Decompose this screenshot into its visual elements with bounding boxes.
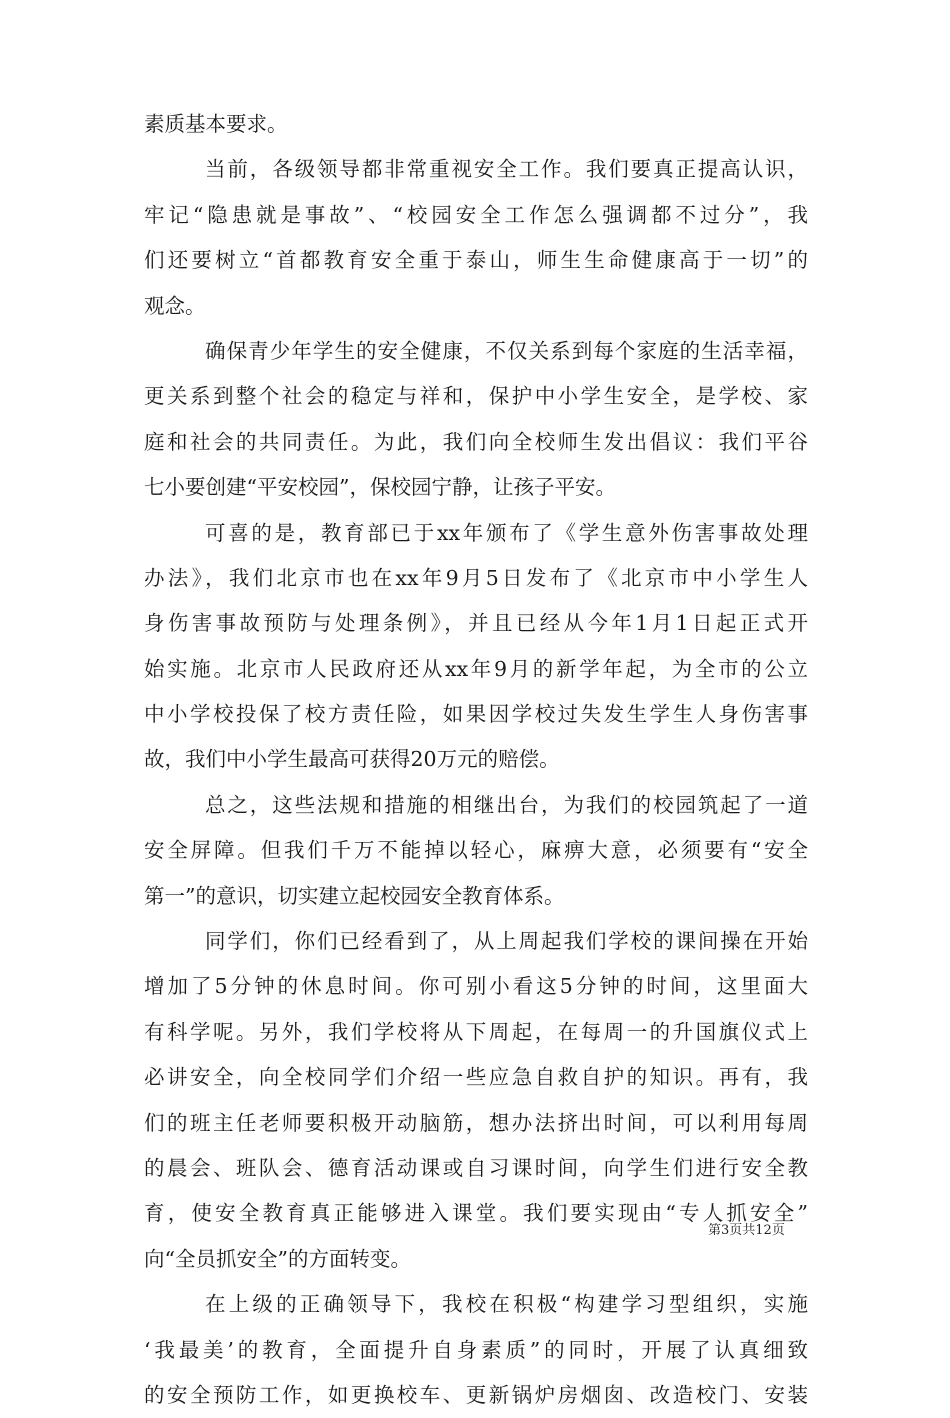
paragraph-line: 必讲安全，向全校同学们介绍一些应急自救自护的知识。再有，我	[144, 1065, 808, 1090]
paragraph-line: 素质基本要求。	[144, 112, 288, 136]
paragraph-line: 的安全预防工作，如更换校车、更新锅炉房烟囱、改造校门、安装	[144, 1382, 808, 1407]
paragraph-line: 办法》，我们北京市也在xx年9月5日发布了《北京市中小学生人	[144, 565, 808, 590]
paragraph-line: 更关系到整个社会的稳定与祥和，保护中小学生安全，是学校、家	[144, 384, 808, 409]
paragraph-line: 的晨会、班队会、德育活动课或自习课时间，向学生们进行安全教	[144, 1155, 808, 1180]
paragraph-line: 同学们，你们已经看到了，从上周起我们学校的课间操在开始	[205, 929, 808, 954]
paragraph-line: 育，使安全教育真正能够进入课堂。我们要实现由“专人抓安全”	[144, 1201, 808, 1226]
paragraph-line: 故，我们中小学生最高可获得20万元的赔偿。	[144, 747, 560, 772]
paragraph-line: 可喜的是，教育部已于xx年颁布了《学生意外伤害事故处理	[205, 520, 808, 545]
paragraph-line: ‘我最美’的教育，全面提升自身素质”的同时，开展了认真细致	[144, 1337, 808, 1362]
paragraph-line: 们的班主任老师要积极开动脑筋，想办法挤出时间，可以利用每周	[144, 1110, 808, 1135]
page-number: 第3页共12页	[708, 1223, 785, 1238]
paragraph-line: 增加了5分钟的休息时间。你可别小看这5分钟的时间，这里面大	[144, 974, 808, 999]
paragraph-line: 们还要树立“首都教育安全重于泰山，师生生命健康高于一切”的	[144, 248, 808, 273]
paragraph-line: 第一”的意识，切实建立起校园安全教育体系。	[144, 883, 565, 908]
paragraph-line: 观念。	[144, 293, 206, 318]
paragraph-line: 中小学校投保了校方责任险，如果因学校过失发生学生人身伤害事	[144, 702, 808, 727]
paragraph-line: 七小要创建“平安校园”，保校园宁静，让孩子平安。	[144, 475, 616, 500]
paragraph-line: 始实施。北京市人民政府还从xx年9月的新学年起，为全市的公立	[144, 656, 808, 681]
paragraph-line: 向“全员抓安全”的方面转变。	[144, 1246, 411, 1271]
document-body	[144, 102, 808, 1418]
paragraph-line: 身伤害事故预防与处理条例》，并且已经从今年1月1日起正式开	[144, 611, 808, 636]
paragraph-line: 庭和社会的共同责任。为此，我们向全校师生发出倡议：我们平谷	[144, 429, 808, 454]
paragraph-line: 确保青少年学生的安全健康，不仅关系到每个家庭的生活幸福，	[205, 338, 808, 363]
paragraph-line: 安全屏障。但我们千万不能掉以轻心，麻痹大意，必须要有“安全	[144, 838, 808, 863]
paragraph-line: 牢记“隐患就是事故”、“校园安全工作怎么强调都不过分”，我	[144, 202, 808, 227]
paragraph-line: 有科学呢。另外，我们学校将从下周起，在每周一的升国旗仪式上	[144, 1019, 808, 1044]
paragraph-line: 总之，这些法规和措施的相继出台，为我们的校园筑起了一道	[205, 792, 808, 817]
paragraph-line: 在上级的正确领导下，我校在积极“构建学习型组织，实施	[205, 1292, 808, 1317]
paragraph-line: 当前，各级领导都非常重视安全工作。我们要真正提高认识，	[205, 157, 808, 182]
